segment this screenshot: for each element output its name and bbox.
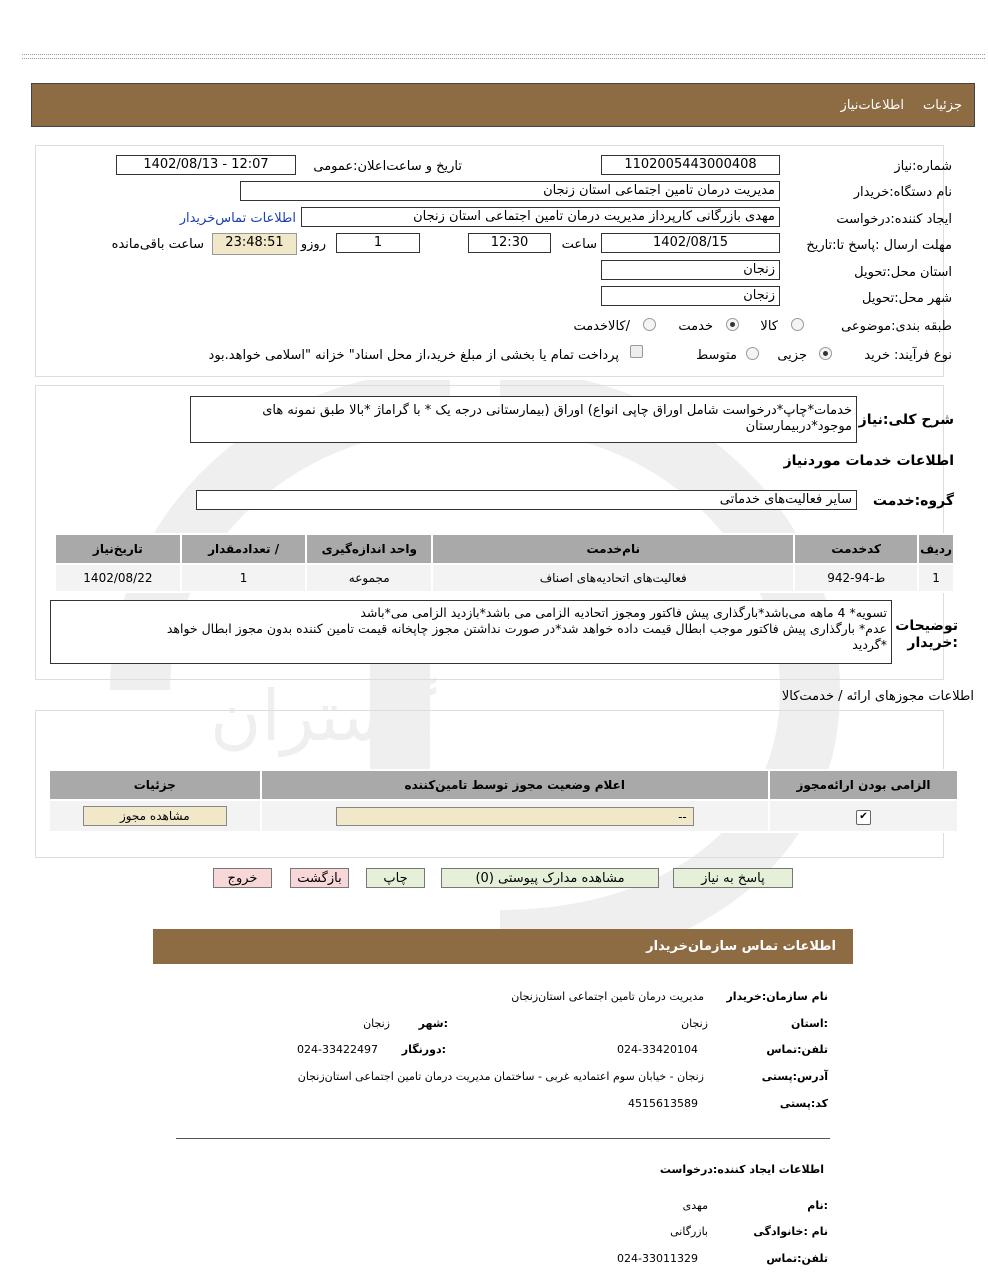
- col-quantity: / تعدادمقدار: [181, 534, 307, 564]
- address-label: آدرس:پستی: [761, 1070, 828, 1083]
- city-contact-value: زنجان: [363, 1017, 390, 1030]
- name-label: :نام: [807, 1199, 828, 1212]
- permits-table-header: [49, 770, 958, 800]
- creator-field: مهدی بازرگانی کارپرداز مدیریت درمان تامین اجتماعی استان زنجان: [301, 207, 780, 227]
- cell-service-name: فعالیت‌های اتحادیه‌های اصناف: [432, 564, 794, 592]
- fax-label: :دورنگار: [401, 1043, 446, 1056]
- table-row: [55, 564, 954, 592]
- days-field: 1: [336, 233, 420, 253]
- remaining-timer: 23:48:51: [212, 233, 297, 255]
- deadline-hour-label: ساعت: [561, 237, 597, 252]
- org-value: مدیریت درمان تامین اجتماعی استان‌زنجان: [511, 990, 704, 1003]
- col-permit-status: اعلام وضعیت مجوز توسط تامین‌کننده: [261, 770, 769, 800]
- permit-required-checkbox[interactable]: ✔: [856, 810, 871, 825]
- cell-permit-details: [49, 800, 261, 832]
- exit-button[interactable]: خروج: [213, 868, 272, 888]
- announce-label: تاریخ و ساعت‌اعلان:عمومی: [313, 159, 462, 174]
- category-service-label: خدمت: [678, 319, 713, 334]
- col-need-date: تاریخ‌نیاز: [55, 534, 181, 564]
- days-label: روزو: [300, 237, 326, 252]
- permits-table: [48, 769, 959, 833]
- city-contact-label: :شهر: [418, 1017, 448, 1030]
- buyer-label: نام دستگاه:خریدار: [853, 185, 952, 200]
- org-label: نام سازمان:خریدار: [726, 990, 828, 1003]
- deadline-time-field: 12:30: [468, 233, 551, 253]
- cell-permit-status: [261, 800, 769, 832]
- fax-value: 024-33422497: [297, 1043, 378, 1056]
- buyer-field: مدیریت درمان تامین اجتماعی استان زنجان: [240, 181, 780, 201]
- phone-label: تلفن:تماس: [766, 1043, 828, 1056]
- summary-text-line2: موجود*دربیمارستان: [745, 419, 852, 434]
- contact-title: اطلاعات تماس سازمان‌خریدار: [646, 939, 836, 954]
- postal-value: 4515613589: [628, 1097, 698, 1110]
- process-buy-label: خرید: [864, 348, 890, 363]
- name-value: مهدی: [682, 1199, 708, 1212]
- watermark-text: گستران: [210, 675, 437, 757]
- announce-field: 1402/08/13 - 12:07: [116, 155, 296, 175]
- process-label: نوع فرآیند:: [894, 348, 952, 363]
- table-row: [49, 800, 958, 832]
- col-permit-required: الزامی بودن ارائه‌مجوز: [769, 770, 958, 800]
- creator-phone-value: 024-33011329: [617, 1252, 698, 1265]
- process-partial-label: جزیی: [777, 348, 807, 363]
- page-header: [31, 83, 975, 127]
- category-goods-label: کالا: [760, 319, 778, 334]
- col-permit-details: جزئیات: [49, 770, 261, 800]
- reply-button[interactable]: پاسخ به نیاز: [673, 868, 793, 888]
- print-button[interactable]: چاپ: [366, 868, 425, 888]
- city-label: شهر محل:تحویل: [862, 291, 952, 306]
- buyer-notes-label-1: توضیحات: [895, 618, 958, 634]
- address-value: زنجان - خیابان سوم اعتمادیه غربی - ساختمان مدیریت درمان تامین اجتماعی استان‌زنجان: [297, 1070, 704, 1083]
- services-title: اطلاعات خدمات موردنیاز: [783, 453, 954, 469]
- view-permit-button[interactable]: مشاهده مجوز: [83, 806, 227, 826]
- cell-service-code: ط-94-942: [794, 564, 918, 592]
- category-service-radio[interactable]: [726, 318, 739, 331]
- attachments-button[interactable]: مشاهده مدارک پیوستی (0): [441, 868, 659, 888]
- creator-label: ایجاد کننده:درخواست: [836, 212, 952, 227]
- deadline-date-field: 1402/08/15: [601, 233, 780, 253]
- cell-row: 1: [918, 564, 954, 592]
- tab-need-info[interactable]: اطلاعات‌نیاز: [840, 98, 904, 113]
- need-number-field: 1102005443000408: [601, 155, 780, 175]
- services-table: [54, 533, 955, 593]
- top-divider: [22, 54, 985, 59]
- back-button[interactable]: بازگشت: [290, 868, 349, 888]
- permits-title: اطلاعات مجوزهای ارائه / خدمت‌کالا: [781, 689, 974, 704]
- creator-phone-label: تلفن:تماس: [766, 1252, 828, 1265]
- province-field: زنجان: [601, 260, 780, 280]
- process-partial-radio[interactable]: [819, 347, 832, 360]
- buyer-contact-link[interactable]: اطلاعات تماس‌خریدار: [179, 211, 296, 226]
- buyer-notes-line2: عدم* بارگذاری پیش فاکتور موجب ابطال قیمت داده خواهد شد*در صورت نداشتن مجوز چاپخانه قیمت تامین کننده بدون مجوز ابطال خواهد: [166, 621, 887, 636]
- contact-header: [153, 929, 853, 964]
- buyer-notes-line3: *گردید: [852, 637, 887, 652]
- category-goods-service-radio[interactable]: [643, 318, 656, 331]
- summary-text: [190, 396, 857, 443]
- remaining-label: ساعت باقی‌مانده: [111, 237, 204, 252]
- col-service-name: نام‌خدمت: [432, 534, 794, 564]
- family-value: بازرگانی: [670, 1225, 708, 1238]
- creator-info-title: اطلاعات ایجاد کننده:درخواست: [659, 1163, 824, 1176]
- summary-text-line1: خدمات*چاپ*درخواست شامل اوراق چاپی انواع) اوراق (بیمارستانی درجه یک * با گراماژ *بالا طبق نمونه های: [262, 403, 852, 418]
- treasury-payment-note: پرداخت تمام یا بخشی از مبلغ خرید،از محل اسناد" خزانه "اسلامی خواهد.بود: [208, 348, 619, 363]
- group-label: گروه:خدمت: [872, 493, 954, 509]
- process-medium-radio[interactable]: [746, 347, 759, 360]
- tab-details[interactable]: جزئیات: [923, 98, 962, 113]
- col-unit: واحد اندازه‌گیری: [306, 534, 432, 564]
- treasury-payment-checkbox[interactable]: [630, 345, 643, 358]
- buyer-notes-text: [50, 600, 892, 664]
- cell-need-date: 1402/08/22: [55, 564, 181, 592]
- city-field: زنجان: [601, 286, 780, 306]
- category-goods-service-label: /کالاخدمت: [573, 319, 630, 334]
- buyer-notes-label-2: :خریدار: [907, 635, 958, 651]
- cell-permit-required: [769, 800, 958, 832]
- buyer-notes-line1: تسویه* 4 ماهه می‌باشد*بارگذاری پیش فاکتور ومجوز اتحادیه الزامی می باشد*بازدید الزامی می*باشد: [360, 605, 887, 620]
- col-service-code: کدخدمت: [794, 534, 918, 564]
- group-field: سایر فعالیت‌های خدماتی: [196, 490, 857, 510]
- contact-divider: [176, 1138, 830, 1139]
- summary-label: شرح کلی:نیاز: [858, 412, 954, 428]
- province-contact-value: زنجان: [681, 1017, 708, 1030]
- province-label: استان محل:تحویل: [854, 265, 952, 280]
- need-form-panel: [35, 145, 944, 377]
- category-goods-radio[interactable]: [791, 318, 804, 331]
- family-label: نام :خانوادگی: [753, 1225, 828, 1238]
- col-row: ردیف: [918, 534, 954, 564]
- deadline-label: مهلت ارسال :پاسخ تا:تاریخ: [806, 238, 952, 253]
- process-medium-label: متوسط: [696, 348, 737, 363]
- phone-value: 024-33420104: [617, 1043, 698, 1056]
- province-contact-label: :استان: [791, 1017, 828, 1030]
- cell-unit: مجموعه: [306, 564, 432, 592]
- permit-status-field[interactable]: --: [336, 807, 694, 826]
- category-label: طبقه بندی:موضوعی: [841, 319, 952, 334]
- postal-label: کد:پستی: [779, 1097, 828, 1110]
- cell-quantity: 1: [181, 564, 307, 592]
- services-table-header: [55, 534, 954, 564]
- need-number-label: شماره:نیاز: [894, 159, 952, 174]
